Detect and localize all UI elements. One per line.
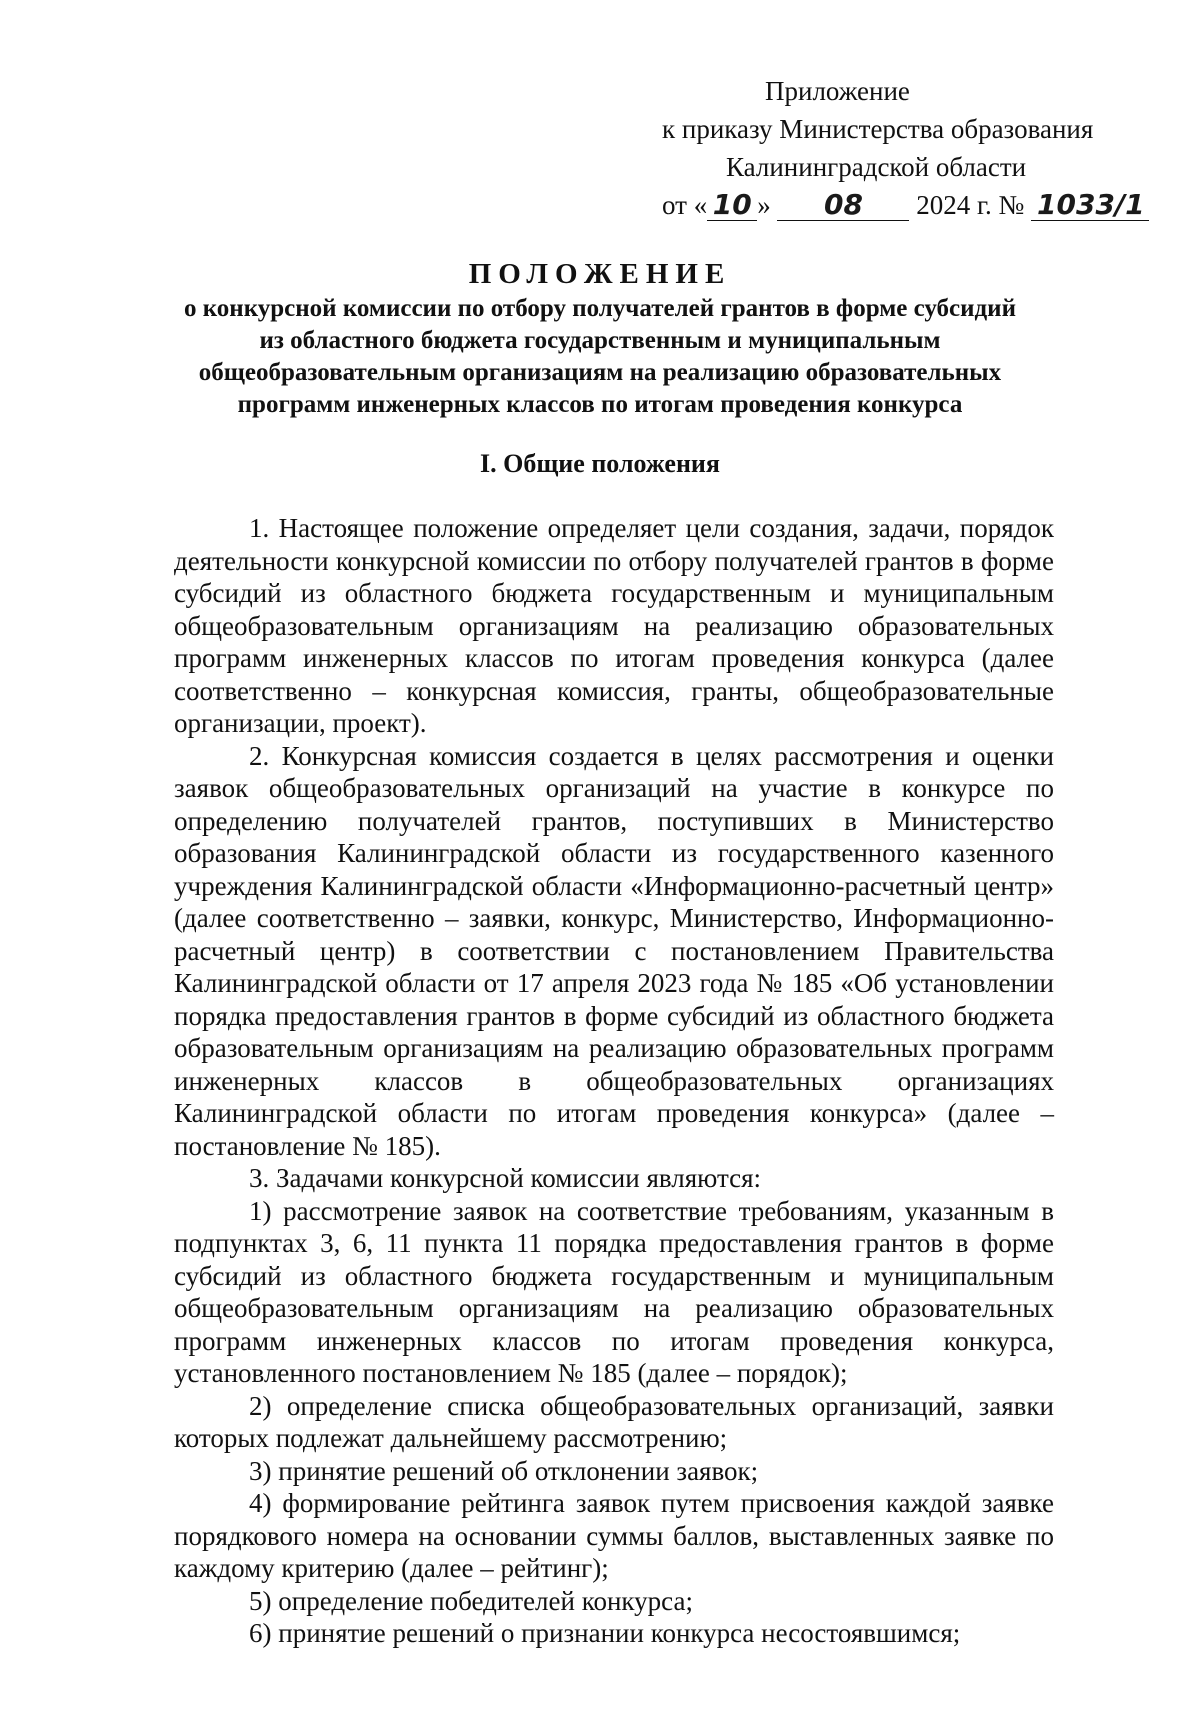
document-title [170,255,1030,421]
list-item: 5) определение победителей конкурса; [249,1585,693,1616]
list-item: 2) определение списка общеобразовательных организаций, заявки которых подлежат дальнейшему рассмотрению; [174,1390,1054,1453]
paragraph: 3. Задачами конкурсной комиссии являются: [249,1163,761,1193]
title-sub-line: из областного бюджета государственным и муниципальным [259,327,941,354]
paragraph: 1. Настоящее положение определяет цели создания, задачи, порядок деятельности конкурсной комиссии по отбору получателей грантов в форме субсидий из областного бюджета государственным и муниципальным общеобразовательным организациям на реализацию образовательных программ инженерных классов по итогам проведения конкурса (далее соответственно – конкурсная комиссия, гранты, общеобразовательные организации, проект). [174,513,1054,738]
date-mid: » [757,190,771,220]
appendix-date-line [650,186,1150,224]
title-sub-line: о конкурсной комиссии по отбору получателей грантов в форме субсидий [183,295,1016,322]
title-sub-line: программ инженерных классов по итогам проведения конкурса [237,391,963,418]
date-prefix: от « [662,190,708,220]
date-month-handwritten: 08 [777,190,909,221]
appendix-region: Калининградской области [726,152,1027,182]
section-heading: I. Общие положения [480,449,720,478]
list-item: 3) принятие решений об отклонении заявок; [249,1455,759,1486]
appendix-header [650,72,1150,224]
list-item: 1) рассмотрение заявок на соответствие требованиям, указанным в подпунктах 3, 6, 11 пункта 11 порядка предоставления грантов в форме субсидий из областного бюджета государственным и муниципальным общеобразовательным организациям на реализацию образовательных программ инженерных классов по итогам проведения конкурса, установленного постановлением № 185 (далее – порядок); [174,1195,1054,1388]
appendix-label: Приложение [765,76,910,106]
document-body [174,512,1054,1650]
appendix-order-ref: к приказу Министерства образования [662,114,1094,144]
paragraph: 2. Конкурсная комиссия создается в целях рассмотрения и оценки заявок общеобразовательных организаций на участие в конкурсе по определению получателей грантов, поступивших в Министерство образования Калининградской области из государственного казенного учреждения Калининградской области «Информационно-расчетный центр» (далее соответственно – заявки, конкурс, Министерство, Информационно-расчетный центр) в соответствии с постановлением Правительства Калининградской области от 17 апреля 2023 года № 185 «Об установлении порядка предоставления грантов в форме субсидий из областного бюджета образовательным организациям на реализацию образовательных программ инженерных классов в общеобразовательных организациях Калининградской области по итогам проведения конкурса» (далее – постановление № 185). [174,740,1054,1161]
title-main: ПОЛОЖЕНИЕ [468,258,732,290]
date-day-handwritten: 10 [707,190,757,221]
list-item: 6) принятие решений о признании конкурса несостоявшимся; [249,1618,961,1648]
date-year: 2024 г. № [916,190,1025,220]
list-item: 4) формирование рейтинга заявок путем присвоения каждой заявке порядкового номера на основании суммы баллов, выставленных заявке по каждому критерию (далее – рейтинг); [174,1488,1054,1583]
order-number-handwritten: 1033/1 [1031,190,1149,221]
title-sub-line: общеобразовательным организациям на реализацию образовательных [198,359,1002,386]
